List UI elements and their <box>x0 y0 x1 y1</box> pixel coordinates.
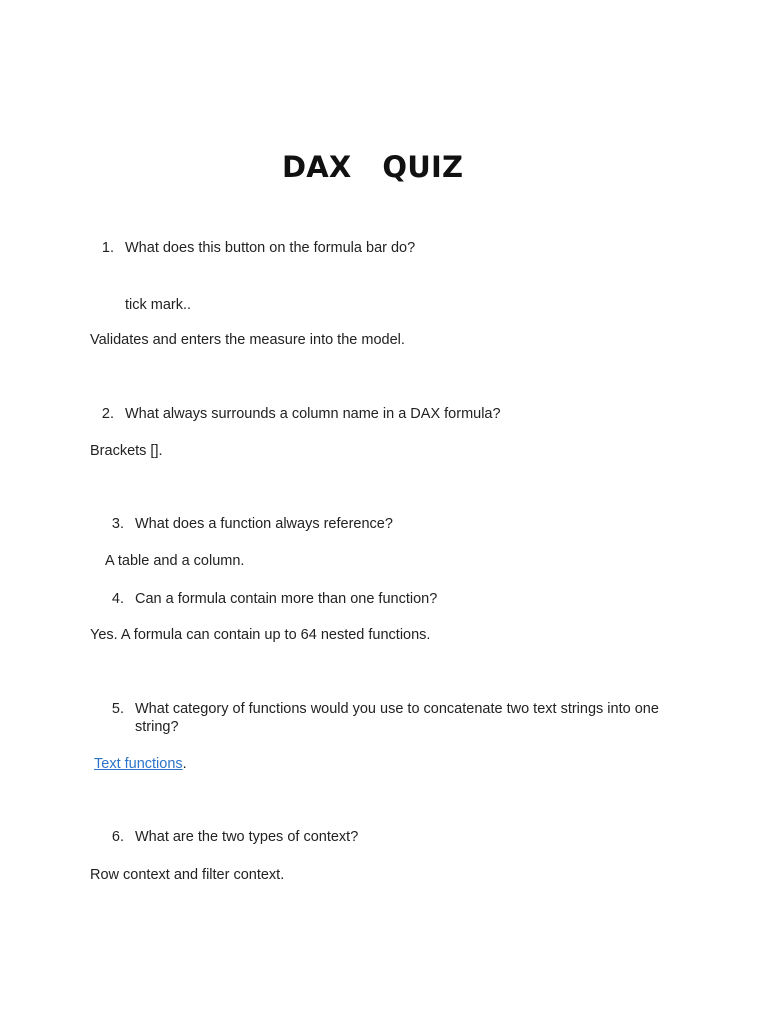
question-number: 6. <box>111 829 124 845</box>
answer-4: Yes. A formula can contain up to 64 nested functions. <box>90 627 431 643</box>
question-text: What are the two types of context? <box>135 829 359 845</box>
question-number: 3. <box>111 516 124 532</box>
answer-3: A table and a column. <box>105 553 245 569</box>
question-text: What category of functions would you use to concatenate two text strings into one string? <box>135 701 659 735</box>
answer-6: Row context and filter context. <box>90 867 285 883</box>
question-number: 5. <box>111 701 124 717</box>
answer-5-suffix: . <box>182 756 187 772</box>
question-number: 4. <box>111 591 124 607</box>
text-functions-link[interactable]: Text functions <box>94 756 183 772</box>
question-text: What does a function always reference? <box>135 516 393 532</box>
question-text: What always surrounds a column name in a DAX formula? <box>125 406 501 422</box>
page-title: DAX QUIZ <box>282 150 464 184</box>
question-text: What does this button on the formula bar do? <box>125 240 416 256</box>
question-number: 2. <box>101 406 114 422</box>
answer-5 <box>94 755 187 773</box>
question-number: 1. <box>101 240 114 256</box>
answer-2: Brackets []. <box>90 443 163 459</box>
answer-1: Validates and enters the measure into the model. <box>90 332 405 348</box>
question-1-note: tick mark.. <box>125 297 192 313</box>
question-text: Can a formula contain more than one function? <box>135 591 438 607</box>
